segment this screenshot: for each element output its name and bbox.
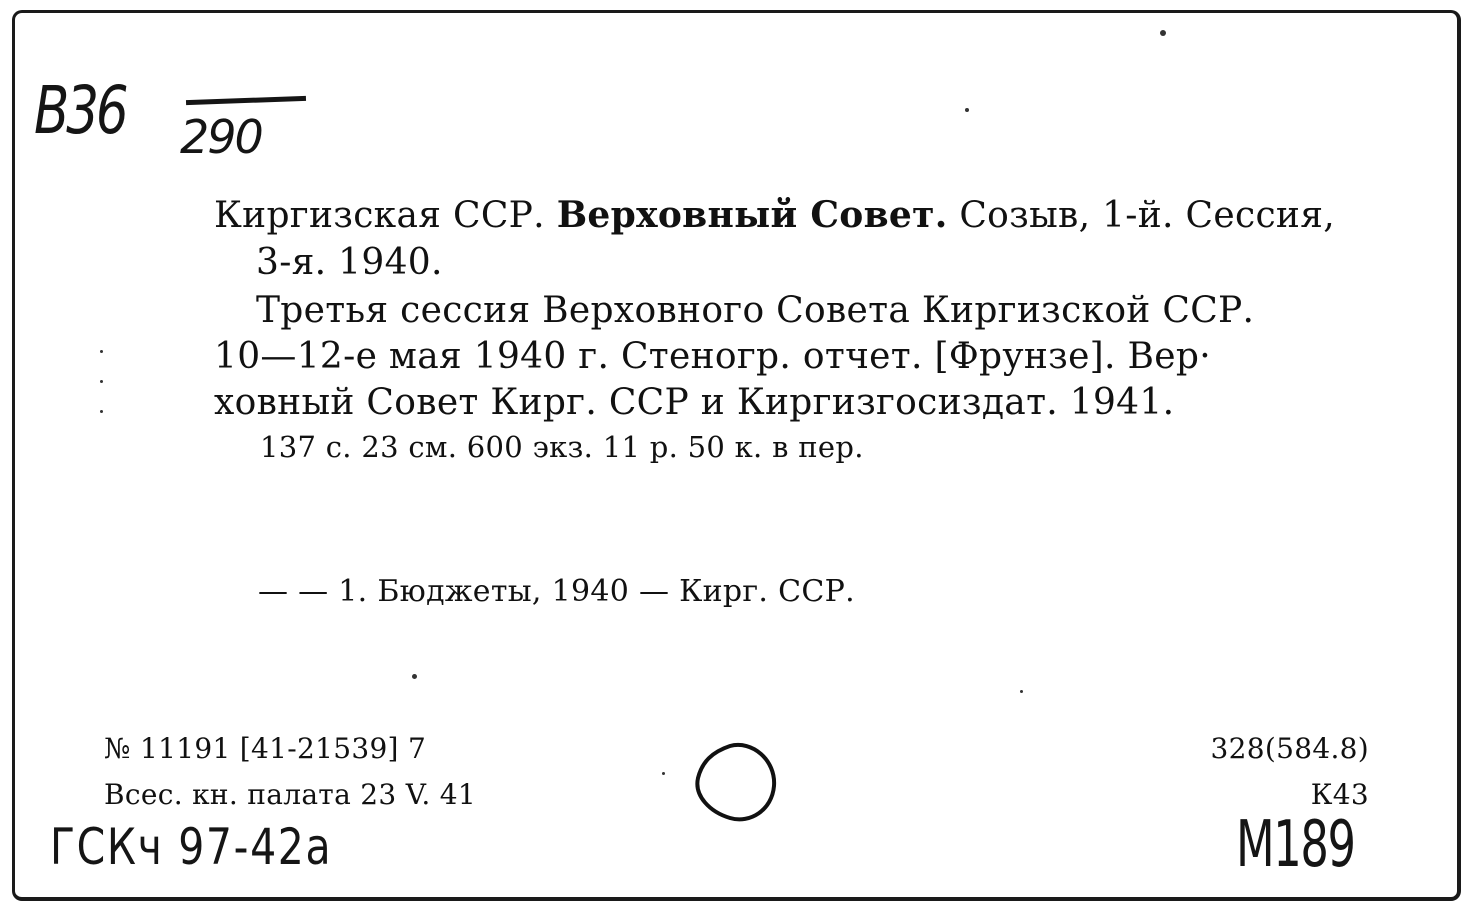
title-line-1: Третья сессия Верховного Совета Киргизской ССР. [256,290,1255,331]
scan-speck [100,380,103,383]
record-number: № 11191 [41-21539] 7 [104,732,427,765]
card-hole-icon [690,738,786,828]
heading-part2: Верховный Совет. [556,194,948,236]
scan-speck [100,350,103,353]
heading-part1: Киргизская ССР. [214,195,545,236]
heading-part3: Созыв, 1-й. Сессия, [959,195,1335,236]
scan-speck [965,108,969,112]
scan-speck [412,674,417,679]
scan-speck [662,772,665,775]
title-line-2: 10—12-е мая 1940 г. Стеногр. отчет. [Фрунзе]. Вер· [214,336,1211,377]
heading-line [214,194,1335,236]
classification-number: 328(584.8) [1210,732,1369,765]
call-number-sub: 290 [180,110,262,164]
heading-continuation: 3-я. 1940. [256,242,443,283]
subject-tracing: — — 1. Бюджеты, 1940 — Кирг. ССР. [258,574,855,609]
inventory-number-right: M189 [1236,808,1355,882]
scan-speck [100,410,103,413]
author-mark: К43 [1310,778,1369,811]
title-line-3: ховный Совет Кирг. ССР и Киргизгосиздат. 1941. [214,382,1175,423]
scan-speck [1160,30,1166,36]
scan-speck [1020,690,1023,693]
book-chamber-note: Всес. кн. палата 23 V. 41 [104,778,476,811]
collation-line: 137 с. 23 см. 600 экз. 11 р. 50 к. в пер. [260,430,864,464]
inventory-number-left: ГСКч 97-42а [50,818,333,876]
call-number: B36 [34,72,126,149]
